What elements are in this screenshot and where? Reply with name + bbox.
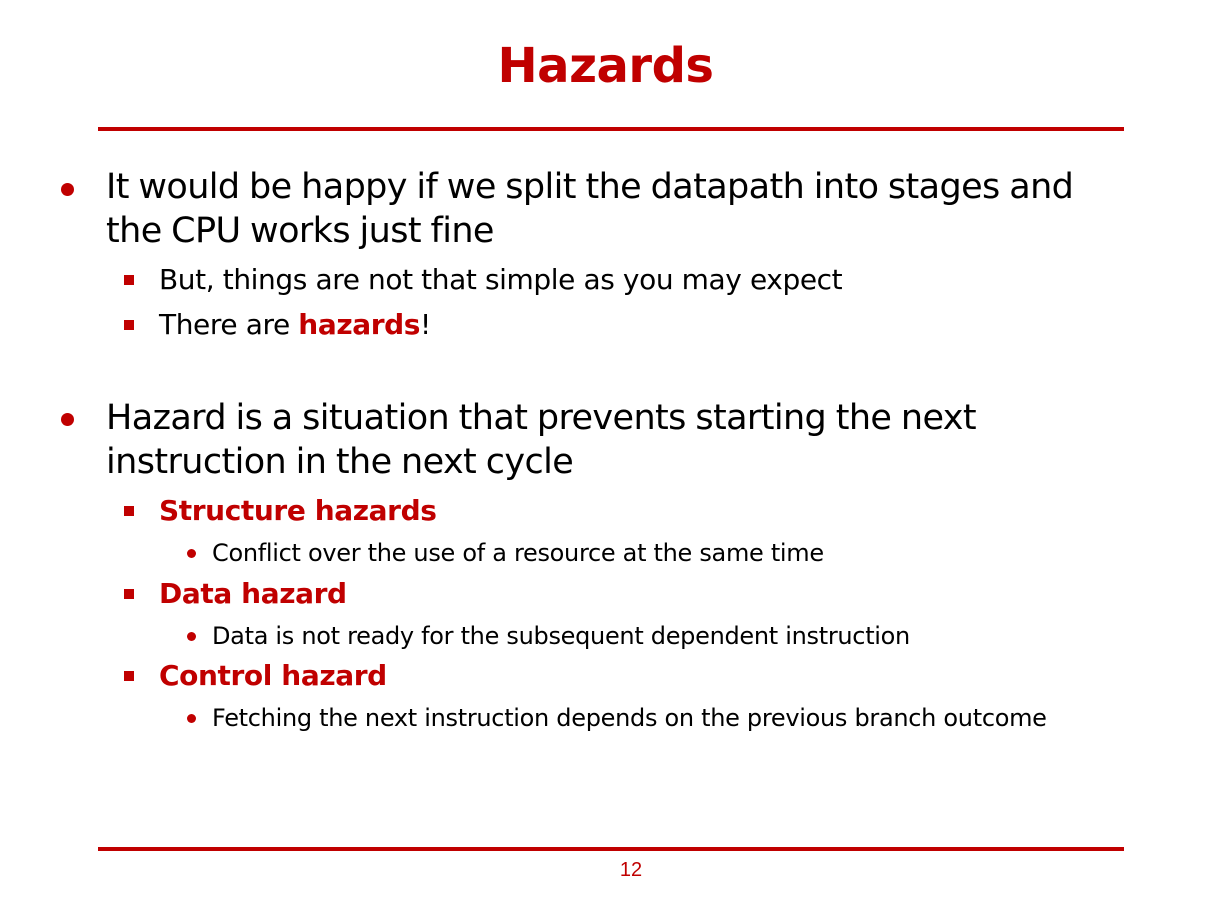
page-number: 12 xyxy=(619,859,643,881)
hazards-emphasis: hazards xyxy=(298,308,421,341)
bullet-2-line-1: Hazard is a situation that prevents starting the next xyxy=(106,398,976,438)
title-divider xyxy=(98,127,1124,131)
bullet-1-line-1: It would be happy if we split the datapath into stages and xyxy=(106,167,1074,207)
control-hazard-heading: Control hazard xyxy=(159,659,387,692)
control-hazard-square-icon xyxy=(124,671,134,681)
structure-hazards-square-icon xyxy=(124,506,134,516)
structure-hazards-heading: Structure hazards xyxy=(159,494,437,527)
slide-title: Hazards xyxy=(497,38,714,94)
data-hazard-dot-icon xyxy=(187,632,196,641)
data-hazard-detail: Data is not ready for the subsequent dependent instruction xyxy=(212,622,910,650)
structure-hazards-detail: Conflict over the use of a resource at the same time xyxy=(212,539,824,567)
control-hazard-detail: Fetching the next instruction depends on the previous branch outcome xyxy=(212,704,1047,732)
data-hazard-square-icon xyxy=(124,589,134,599)
structure-hazards-dot-icon xyxy=(187,549,196,558)
bullet-2-dot-icon xyxy=(61,413,74,426)
bullet-1-sub-2-prefix: There are xyxy=(159,308,299,341)
bullet-1-sub-2-square-icon xyxy=(124,320,134,330)
bullet-1-sub-2-suffix: ! xyxy=(420,308,431,341)
bullet-1-line-2: the CPU works just fine xyxy=(106,211,494,251)
bullet-2-line-2: instruction in the next cycle xyxy=(106,442,574,482)
bullet-1-sub-1: But, things are not that simple as you may expect xyxy=(159,263,843,296)
data-hazard-heading: Data hazard xyxy=(159,577,347,610)
control-hazard-dot-icon xyxy=(187,714,196,723)
bullet-1-sub-1-square-icon xyxy=(124,275,134,285)
footer-divider xyxy=(98,847,1124,851)
bullet-1-dot-icon xyxy=(61,183,74,196)
bullet-1-sub-2 xyxy=(159,307,431,343)
